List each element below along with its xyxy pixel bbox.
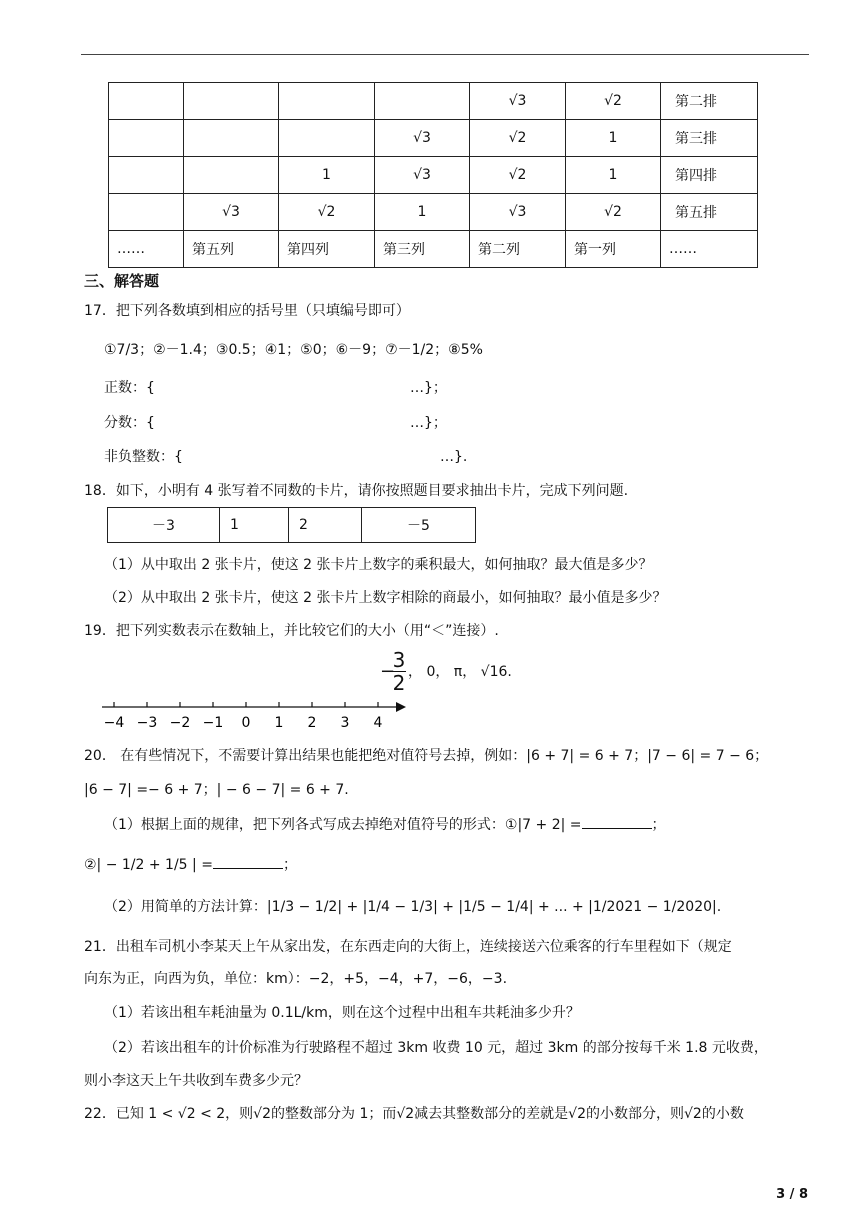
table-cell: √2 <box>470 157 566 194</box>
q21-part2b: 则小李这天上午共收到车费多少元？ <box>84 1073 308 1089</box>
q18-stem: 18．如下，小明有 4 张写着不同数的卡片，请你按照题目要求抽出卡片，完成下列问题. <box>84 483 629 499</box>
q17-nonneg-label: 非负整数：{ <box>104 449 183 465</box>
table-row <box>109 157 758 194</box>
table-cell <box>109 157 184 194</box>
header-rule <box>81 54 809 55</box>
tick-label: −3 <box>136 715 158 731</box>
table-cell: 1 <box>375 194 470 231</box>
table-cell: 第四排 <box>661 157 758 194</box>
q19-frac-num: 3 <box>392 648 406 672</box>
q21-part1: （1）若该出租车耗油量为 0.1L/km，则在这个过程中出租车共耗油多少升？ <box>104 1005 580 1021</box>
table-cell: 第二列 <box>470 231 566 268</box>
q20-part1b <box>84 854 297 875</box>
table-cell: √2 <box>566 194 661 231</box>
q18-part2: （2）从中取出 2 张卡片，使这 2 张卡片上数字相除的商最小，如何抽取？最小值是多少？ <box>104 590 667 606</box>
table-cell <box>184 157 279 194</box>
number-line <box>98 695 408 733</box>
table-cell <box>109 83 184 120</box>
table-cell: √3 <box>375 157 470 194</box>
q20-part1-text: （1）根据上面的规律，把下列各式写成去掉绝对值符号的形式：①|7 + 2| = <box>104 817 582 833</box>
axis-arrow-icon <box>396 702 406 712</box>
table-row <box>109 194 758 231</box>
table-cell: √3 <box>184 194 279 231</box>
table-cell <box>279 120 375 157</box>
table-cell: 第五排 <box>661 194 758 231</box>
table-cell: 第三排 <box>661 120 758 157</box>
q17-stem: 17．把下列各数填到相应的括号里（只填编号即可） <box>84 303 410 319</box>
section-title: 三、解答题 <box>84 272 160 290</box>
table-cell: 1 <box>566 157 661 194</box>
table-cell: √3 <box>375 120 470 157</box>
seat-table <box>108 82 758 268</box>
table-cell: 第四列 <box>279 231 375 268</box>
table-cell <box>279 83 375 120</box>
card-value: －5 <box>362 508 476 543</box>
q17-fraction-end: …}； <box>410 415 447 431</box>
table-row <box>109 83 758 120</box>
answer-blank <box>213 854 283 869</box>
table-cell: …… <box>661 231 758 268</box>
tick-label: 4 <box>373 715 383 731</box>
card-table <box>107 507 476 543</box>
q18-part1: （1）从中取出 2 张卡片，使这 2 张卡片上数字的乘积最大，如何抽取？最大值是多少？ <box>104 557 653 573</box>
table-row <box>109 120 758 157</box>
table-cell: √2 <box>566 83 661 120</box>
q19-frac-den: 2 <box>392 671 406 695</box>
tick-label: 2 <box>307 715 317 731</box>
q21-line2: 向东为正，向西为负，单位：km）：−2，+5，−4，+7，−6，−3. <box>84 971 508 987</box>
q20-part1-end: ； <box>651 817 666 833</box>
q20-line1: 20． 在有些情况下，不需要计算出结果也能把绝对值符号去掉，例如：|6 + 7| = 6 + 7；|7 − 6| = 7 − 6； <box>84 748 769 764</box>
q21-line1: 21．出租车司机小李某天上午从家出发，在东西走向的大街上，连续接送六位乘客的行车里程如下（规定 <box>84 939 732 955</box>
card-value: －3 <box>108 508 220 543</box>
q19-values: ， 0， π， √16. <box>408 664 512 680</box>
tick-label: 0 <box>241 715 251 731</box>
tick-label: −4 <box>103 715 125 731</box>
q20-part1 <box>104 814 666 835</box>
q20-part2: （2）用简单的方法计算：|1/3 − 1/2| + |1/4 − 1/3| + |1/5 − 1/4| + ... + |1/2021 − 1/2020|. <box>104 899 722 915</box>
table-cell <box>109 120 184 157</box>
q17-nonneg-end: …}. <box>440 449 468 465</box>
tick-label: −1 <box>202 715 224 731</box>
q22-line1: 22．已知 1 < √2 < 2，则√2的整数部分为 1；而√2减去其整数部分的差就是√2的小数部分，则√2的小数 <box>84 1106 744 1122</box>
card-value: 2 <box>289 508 362 543</box>
table-cell: 1 <box>279 157 375 194</box>
tick-label: −2 <box>169 715 191 731</box>
q17-positive-label: 正数：{ <box>104 380 155 396</box>
answer-blank <box>582 814 652 829</box>
table-row <box>109 231 758 268</box>
q19-stem: 19．把下列实数表示在数轴上，并比较它们的大小（用“＜”连接）. <box>84 623 499 639</box>
q20-line2: |6 − 7| =− 6 + 7；| − 6 − 7| = 6 + 7. <box>84 782 349 798</box>
q19-minus: − <box>380 661 396 682</box>
table-cell: √2 <box>279 194 375 231</box>
q20-part1b-end: ； <box>282 857 297 873</box>
q19-fraction <box>392 649 406 694</box>
q21-part2a: （2）若该出租车的计价标准为行驶路程不超过 3km 收费 10 元，超过 3km 的部分按每千米 1.8 元收费， <box>104 1040 768 1056</box>
q20-part1b-text: ②| − 1/2 + 1/5 | = <box>84 857 213 873</box>
table-cell: √2 <box>470 120 566 157</box>
table-cell: √3 <box>470 194 566 231</box>
table-cell <box>184 83 279 120</box>
table-cell: 1 <box>566 120 661 157</box>
table-cell <box>184 120 279 157</box>
table-cell: 第三列 <box>375 231 470 268</box>
table-cell <box>109 194 184 231</box>
tick-label: 3 <box>340 715 350 731</box>
q17-fraction-label: 分数：{ <box>104 415 155 431</box>
tick-label: 1 <box>274 715 284 731</box>
table-cell: …… <box>109 231 184 268</box>
table-cell <box>375 83 470 120</box>
card-value: 1 <box>220 508 289 543</box>
page-number: 3 / 8 <box>776 1187 808 1202</box>
table-cell: √3 <box>470 83 566 120</box>
q17-positive-end: …}； <box>410 380 447 396</box>
q17-items: ①7/3；②－1.4；③0.5；④1；⑤0；⑥－9；⑦－1/2；⑧5% <box>104 342 483 358</box>
table-cell: 第五列 <box>184 231 279 268</box>
table-cell: 第二排 <box>661 83 758 120</box>
table-cell: 第一列 <box>566 231 661 268</box>
